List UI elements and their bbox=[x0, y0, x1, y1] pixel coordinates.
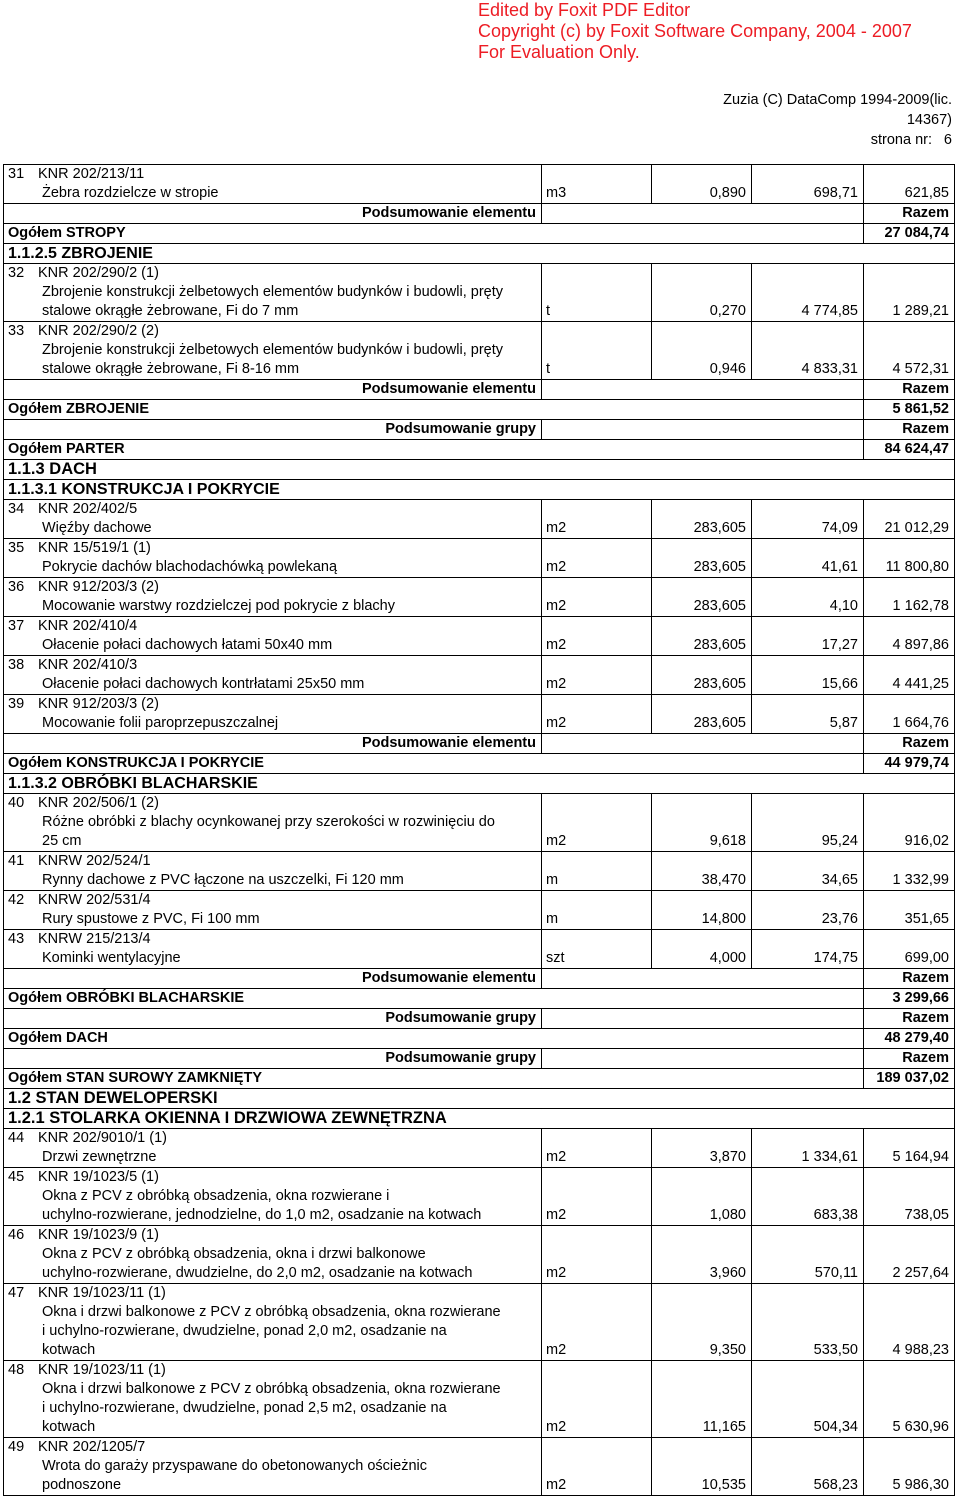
item-description-line: Ołacenie połaci dachowych kontrłatami 25x50 mm bbox=[42, 676, 365, 692]
total-row bbox=[4, 1029, 955, 1049]
item-code-line bbox=[8, 891, 536, 910]
summary-row bbox=[4, 1049, 955, 1069]
summary-label: Podsumowanie elementu bbox=[4, 969, 542, 989]
section-heading-row bbox=[4, 1109, 955, 1129]
item-description-line: Zbrojenie konstrukcji żelbetowych elementów budynków i budowli, pręty bbox=[42, 342, 504, 358]
item-number: 34 bbox=[8, 501, 25, 517]
summary-spacer bbox=[542, 1049, 864, 1069]
item-value: 1 289,21 bbox=[864, 264, 955, 322]
item-description-line: Rynny dachowe z PVC łączone na uszczelki, Fi 120 mm bbox=[42, 872, 404, 888]
summary-label: Podsumowanie grupy bbox=[4, 420, 542, 440]
item-description-line: i uchylno-rozwierane, dwudzielne, ponad 2,5 m2, osadzanie na bbox=[42, 1400, 447, 1416]
item-description-line: Różne obróbki z blachy ocynkowanej przy szerokości w rozwinięciu do bbox=[42, 814, 495, 830]
summary-spacer bbox=[542, 380, 864, 400]
table-row bbox=[4, 578, 955, 617]
table-row bbox=[4, 695, 955, 734]
item-code-line bbox=[8, 539, 536, 558]
item-unit: m2 bbox=[542, 539, 652, 578]
table-row bbox=[4, 322, 955, 380]
item-description-cell bbox=[4, 794, 542, 852]
item-unit-price: 1 334,61 bbox=[752, 1129, 864, 1168]
item-value: 11 800,80 bbox=[864, 539, 955, 578]
item-value: 1 162,78 bbox=[864, 578, 955, 617]
item-description-line: Zbrojenie konstrukcji żelbetowych elementów budynków i budowli, pręty bbox=[42, 284, 504, 300]
item-unit-price: 74,09 bbox=[752, 500, 864, 539]
item-description-line: Pokrycie dachów blachodachówką powlekaną bbox=[42, 559, 338, 575]
total-value: 189 037,02 bbox=[864, 1069, 955, 1089]
item-unit: m2 bbox=[542, 1438, 652, 1496]
item-quantity: 283,605 bbox=[652, 578, 752, 617]
item-number: 32 bbox=[8, 265, 25, 281]
item-description-line: Rury spustowe z PVC, Fi 100 mm bbox=[42, 911, 260, 927]
item-description-line: Mocowanie warstwy rozdzielczej pod pokrycie z blachy bbox=[42, 598, 395, 614]
item-unit: m2 bbox=[542, 1226, 652, 1284]
watermark-line: Copyright (c) by Foxit Software Company, 2004 - 2007 bbox=[478, 21, 912, 41]
item-code-line bbox=[8, 165, 536, 184]
item-number: 40 bbox=[8, 795, 25, 811]
item-code: KNRW 215/213/4 bbox=[38, 931, 151, 947]
item-number: 47 bbox=[8, 1285, 25, 1301]
item-number: 48 bbox=[8, 1362, 25, 1378]
item-quantity: 283,605 bbox=[652, 500, 752, 539]
item-unit: t bbox=[542, 322, 652, 380]
item-unit-price: 4,10 bbox=[752, 578, 864, 617]
total-label: Ogółem KONSTRUKCJA I POKRYCIE bbox=[4, 754, 864, 774]
item-unit-price: 698,71 bbox=[752, 165, 864, 204]
item-code: KNR 15/519/1 (1) bbox=[38, 540, 151, 556]
item-value: 1 664,76 bbox=[864, 695, 955, 734]
item-quantity: 283,605 bbox=[652, 695, 752, 734]
item-unit: m3 bbox=[542, 165, 652, 204]
total-row bbox=[4, 754, 955, 774]
item-description-line: Więźby dachowe bbox=[42, 520, 152, 536]
item-description-cell bbox=[4, 891, 542, 930]
table-row bbox=[4, 1129, 955, 1168]
item-description-line: Kominki wentylacyjne bbox=[42, 950, 181, 966]
item-unit: m2 bbox=[542, 578, 652, 617]
item-code: KNR 202/213/11 bbox=[38, 166, 145, 182]
item-code: KNR 202/506/1 (2) bbox=[38, 795, 159, 811]
summary-row bbox=[4, 420, 955, 440]
item-unit-price: 570,11 bbox=[752, 1226, 864, 1284]
item-description-cell bbox=[4, 1361, 542, 1438]
item-code-line bbox=[8, 617, 536, 636]
total-row bbox=[4, 1069, 955, 1089]
total-label: Ogółem STROPY bbox=[4, 224, 864, 244]
page-label: strona nr: bbox=[870, 132, 932, 148]
item-number: 43 bbox=[8, 931, 25, 947]
item-quantity: 4,000 bbox=[652, 930, 752, 969]
item-unit: m2 bbox=[542, 794, 652, 852]
total-label: Ogółem OBRÓBKI BLACHARSKIE bbox=[4, 989, 864, 1009]
item-unit: m bbox=[542, 891, 652, 930]
item-code: KNR 19/1023/11 (1) bbox=[38, 1285, 166, 1301]
item-quantity: 283,605 bbox=[652, 656, 752, 695]
watermark-line: Edited by Foxit PDF Editor bbox=[478, 0, 691, 20]
total-label: Ogółem DACH bbox=[4, 1029, 864, 1049]
summary-label: Podsumowanie elementu bbox=[4, 380, 542, 400]
item-code: KNR 912/203/3 (2) bbox=[38, 579, 159, 595]
item-unit-price: 568,23 bbox=[752, 1438, 864, 1496]
item-code: KNR 202/410/4 bbox=[38, 618, 138, 634]
item-unit: m2 bbox=[542, 617, 652, 656]
item-quantity: 10,535 bbox=[652, 1438, 752, 1496]
item-number: 45 bbox=[8, 1169, 25, 1185]
item-description-cell bbox=[4, 930, 542, 969]
table-row bbox=[4, 617, 955, 656]
item-value: 21 012,29 bbox=[864, 500, 955, 539]
item-description-cell bbox=[4, 165, 542, 204]
table-row bbox=[4, 891, 955, 930]
item-description-line: Wrota do garaży przyspawane do obetonowanych ościeżnic bbox=[42, 1458, 428, 1474]
item-quantity: 14,800 bbox=[652, 891, 752, 930]
item-number: 44 bbox=[8, 1130, 25, 1146]
item-quantity: 3,870 bbox=[652, 1129, 752, 1168]
summary-label: Podsumowanie grupy bbox=[4, 1009, 542, 1029]
item-value: 5 164,94 bbox=[864, 1129, 955, 1168]
total-label: Ogółem PARTER bbox=[4, 440, 864, 460]
item-unit-price: 504,34 bbox=[752, 1361, 864, 1438]
item-unit: m bbox=[542, 852, 652, 891]
item-unit: t bbox=[542, 264, 652, 322]
item-code-line bbox=[8, 1226, 536, 1245]
table-row bbox=[4, 1361, 955, 1438]
item-value: 621,85 bbox=[864, 165, 955, 204]
item-description-line: Okna i drzwi balkonowe z PCV z obróbką obsadzenia, okna rozwierane bbox=[42, 1304, 501, 1320]
summary-spacer bbox=[542, 969, 864, 989]
item-unit-price: 683,38 bbox=[752, 1168, 864, 1226]
item-unit-price: 34,65 bbox=[752, 852, 864, 891]
item-description-line: uchylno-rozwierane, dwudzielne, do 2,0 m2, osadzanie na kotwach bbox=[42, 1265, 473, 1281]
item-unit: m2 bbox=[542, 1129, 652, 1168]
item-unit-price: 41,61 bbox=[752, 539, 864, 578]
table-row bbox=[4, 264, 955, 322]
item-unit: m2 bbox=[542, 500, 652, 539]
item-code: KNRW 202/524/1 bbox=[38, 853, 151, 869]
total-value: 84 624,47 bbox=[864, 440, 955, 460]
section-heading: 1.1.3.2 OBRÓBKI BLACHARSKIE bbox=[4, 774, 955, 794]
table-row bbox=[4, 1284, 955, 1361]
item-code-line bbox=[8, 656, 536, 675]
item-number: 49 bbox=[8, 1439, 25, 1455]
license-line: 14367) bbox=[906, 112, 952, 128]
item-code: KNR 912/203/3 (2) bbox=[38, 696, 159, 712]
item-unit-price: 95,24 bbox=[752, 794, 864, 852]
summary-row bbox=[4, 1009, 955, 1029]
item-unit-price: 5,87 bbox=[752, 695, 864, 734]
item-unit-price: 17,27 bbox=[752, 617, 864, 656]
item-unit-price: 174,75 bbox=[752, 930, 864, 969]
item-value: 4 441,25 bbox=[864, 656, 955, 695]
table-row bbox=[4, 656, 955, 695]
item-code-line bbox=[8, 500, 536, 519]
item-quantity: 0,946 bbox=[652, 322, 752, 380]
item-description-line: Mocowanie folii paroprzepuszczalnej bbox=[42, 715, 279, 731]
item-quantity: 1,080 bbox=[652, 1168, 752, 1226]
item-description-line: Ołacenie połaci dachowych łatami 50x40 mm bbox=[42, 637, 333, 653]
section-heading-row bbox=[4, 774, 955, 794]
item-value: 738,05 bbox=[864, 1168, 955, 1226]
item-description-cell bbox=[4, 578, 542, 617]
summary-razem: Razem bbox=[864, 1009, 955, 1029]
total-value: 27 084,74 bbox=[864, 224, 955, 244]
item-description-cell bbox=[4, 1168, 542, 1226]
item-code-line bbox=[8, 1284, 536, 1303]
item-quantity: 283,605 bbox=[652, 539, 752, 578]
summary-row bbox=[4, 204, 955, 224]
item-value: 699,00 bbox=[864, 930, 955, 969]
item-description-cell bbox=[4, 656, 542, 695]
item-value: 4 988,23 bbox=[864, 1284, 955, 1361]
item-number: 46 bbox=[8, 1227, 25, 1243]
item-value: 916,02 bbox=[864, 794, 955, 852]
item-quantity: 9,350 bbox=[652, 1284, 752, 1361]
item-code-line bbox=[8, 264, 536, 283]
summary-row bbox=[4, 734, 955, 754]
item-description-line: i uchylno-rozwierane, dwudzielne, ponad 2,0 m2, osadzanie na bbox=[42, 1323, 447, 1339]
item-unit-price: 23,76 bbox=[752, 891, 864, 930]
item-quantity: 38,470 bbox=[652, 852, 752, 891]
section-heading-row bbox=[4, 1089, 955, 1109]
item-description-line: kotwach bbox=[42, 1342, 96, 1358]
license-line: Zuzia (C) DataComp 1994-2009(lic. bbox=[723, 92, 952, 108]
table-row bbox=[4, 852, 955, 891]
total-value: 44 979,74 bbox=[864, 754, 955, 774]
summary-razem: Razem bbox=[864, 734, 955, 754]
item-description-cell bbox=[4, 695, 542, 734]
total-row bbox=[4, 224, 955, 244]
item-code: KNR 202/9010/1 (1) bbox=[38, 1130, 167, 1146]
summary-razem: Razem bbox=[864, 420, 955, 440]
evaluation-watermark bbox=[478, 0, 912, 63]
summary-row bbox=[4, 380, 955, 400]
item-description-cell bbox=[4, 1129, 542, 1168]
item-unit-price: 15,66 bbox=[752, 656, 864, 695]
item-number: 33 bbox=[8, 323, 25, 339]
item-value: 4 572,31 bbox=[864, 322, 955, 380]
summary-label: Podsumowanie grupy bbox=[4, 1049, 542, 1069]
item-description-line: Okna i drzwi balkonowe z PCV z obróbką obsadzenia, okna rozwierane bbox=[42, 1381, 501, 1397]
item-quantity: 11,165 bbox=[652, 1361, 752, 1438]
item-unit: m2 bbox=[542, 695, 652, 734]
item-code-line bbox=[8, 1168, 536, 1187]
item-value: 351,65 bbox=[864, 891, 955, 930]
summary-label: Podsumowanie elementu bbox=[4, 734, 542, 754]
section-heading-row bbox=[4, 244, 955, 264]
item-code: KNR 202/1205/7 bbox=[38, 1439, 146, 1455]
item-quantity: 9,618 bbox=[652, 794, 752, 852]
item-unit: m2 bbox=[542, 656, 652, 695]
table-row bbox=[4, 1168, 955, 1226]
table-row bbox=[4, 930, 955, 969]
item-quantity: 0,270 bbox=[652, 264, 752, 322]
item-description-cell bbox=[4, 264, 542, 322]
item-code-line bbox=[8, 1438, 536, 1457]
section-heading: 1.2.1 STOLARKA OKIENNA I DRZWIOWA ZEWNĘTRZNA bbox=[4, 1109, 955, 1129]
summary-spacer bbox=[542, 734, 864, 754]
item-description-line: uchylno-rozwierane, jednodzielne, do 1,0 m2, osadzanie na kotwach bbox=[42, 1207, 482, 1223]
total-value: 48 279,40 bbox=[864, 1029, 955, 1049]
page-number-row bbox=[723, 130, 952, 150]
total-row bbox=[4, 400, 955, 420]
item-quantity: 3,960 bbox=[652, 1226, 752, 1284]
item-unit: m2 bbox=[542, 1168, 652, 1226]
item-value: 4 897,86 bbox=[864, 617, 955, 656]
item-code-line bbox=[8, 794, 536, 813]
section-heading: 1.2 STAN DEWELOPERSKI bbox=[4, 1089, 955, 1109]
item-code: KNR 202/402/5 bbox=[38, 501, 138, 517]
item-description-line: 25 cm bbox=[42, 833, 82, 849]
item-value: 1 332,99 bbox=[864, 852, 955, 891]
item-code: KNRW 202/531/4 bbox=[38, 892, 151, 908]
item-unit-price: 533,50 bbox=[752, 1284, 864, 1361]
summary-razem: Razem bbox=[864, 204, 955, 224]
summary-razem: Razem bbox=[864, 1049, 955, 1069]
item-code: KNR 202/290/2 (2) bbox=[38, 323, 159, 339]
item-code: KNR 202/410/3 bbox=[38, 657, 138, 673]
item-description-cell bbox=[4, 500, 542, 539]
item-unit: szt bbox=[542, 930, 652, 969]
summary-spacer bbox=[542, 204, 864, 224]
item-description-cell bbox=[4, 617, 542, 656]
item-description-line: Żebra rozdzielcze w stropie bbox=[42, 185, 219, 201]
total-label: Ogółem ZBROJENIE bbox=[4, 400, 864, 420]
item-number: 37 bbox=[8, 618, 25, 634]
item-unit-price: 4 774,85 bbox=[752, 264, 864, 322]
section-heading: 1.1.3 DACH bbox=[4, 460, 955, 480]
summary-spacer bbox=[542, 420, 864, 440]
summary-razem: Razem bbox=[864, 969, 955, 989]
item-number: 39 bbox=[8, 696, 25, 712]
item-description-cell bbox=[4, 852, 542, 891]
item-number: 42 bbox=[8, 892, 25, 908]
item-number: 36 bbox=[8, 579, 25, 595]
item-description-cell bbox=[4, 1284, 542, 1361]
item-number: 38 bbox=[8, 657, 25, 673]
item-unit: m2 bbox=[542, 1284, 652, 1361]
item-description-cell bbox=[4, 322, 542, 380]
section-heading-row bbox=[4, 460, 955, 480]
item-unit: m2 bbox=[542, 1361, 652, 1438]
page-header bbox=[723, 90, 952, 150]
item-number: 41 bbox=[8, 853, 25, 869]
watermark-line: For Evaluation Only. bbox=[478, 42, 640, 62]
item-description-line: kotwach bbox=[42, 1419, 96, 1435]
item-description-line: stalowe okrągłe żebrowane, Fi do 7 mm bbox=[42, 303, 299, 319]
page-number: 6 bbox=[943, 132, 952, 148]
table-row bbox=[4, 500, 955, 539]
item-code-line bbox=[8, 322, 536, 341]
item-number: 31 bbox=[8, 166, 25, 182]
item-code-line bbox=[8, 930, 536, 949]
item-quantity: 283,605 bbox=[652, 617, 752, 656]
item-description-line: Drzwi zewnętrzne bbox=[42, 1149, 157, 1165]
item-code: KNR 19/1023/11 (1) bbox=[38, 1362, 166, 1378]
total-value: 5 861,52 bbox=[864, 400, 955, 420]
section-heading: 1.1.3.1 KONSTRUKCJA I POKRYCIE bbox=[4, 480, 955, 500]
total-row bbox=[4, 440, 955, 460]
table-row bbox=[4, 1226, 955, 1284]
summary-spacer bbox=[542, 1009, 864, 1029]
total-label: Ogółem STAN SUROWY ZAMKNIĘTY bbox=[4, 1069, 864, 1089]
item-code-line bbox=[8, 1129, 536, 1148]
item-code: KNR 19/1023/5 (1) bbox=[38, 1169, 159, 1185]
summary-razem: Razem bbox=[864, 380, 955, 400]
item-value: 2 257,64 bbox=[864, 1226, 955, 1284]
item-value: 5 630,96 bbox=[864, 1361, 955, 1438]
item-description-line: podnoszone bbox=[42, 1477, 122, 1493]
estimate-table bbox=[3, 164, 955, 1496]
item-description-cell bbox=[4, 1226, 542, 1284]
item-description-line: Okna z PCV z obróbką obsadzenia, okna i drzwi balkonowe bbox=[42, 1246, 426, 1262]
item-description-line: Okna z PCV z obróbką obsadzenia, okna rozwierane i bbox=[42, 1188, 390, 1204]
item-code-line bbox=[8, 1361, 536, 1380]
item-description-line: stalowe okrągłe żebrowane, Fi 8-16 mm bbox=[42, 361, 300, 377]
item-code: KNR 19/1023/9 (1) bbox=[38, 1227, 159, 1243]
summary-row bbox=[4, 969, 955, 989]
item-quantity: 0,890 bbox=[652, 165, 752, 204]
item-description-cell bbox=[4, 1438, 542, 1496]
item-number: 35 bbox=[8, 540, 25, 556]
table-row bbox=[4, 165, 955, 204]
item-code: KNR 202/290/2 (1) bbox=[38, 265, 159, 281]
table-row bbox=[4, 794, 955, 852]
table-row bbox=[4, 539, 955, 578]
section-heading-row bbox=[4, 480, 955, 500]
item-unit-price: 4 833,31 bbox=[752, 322, 864, 380]
item-code-line bbox=[8, 852, 536, 871]
table-row bbox=[4, 1438, 955, 1496]
item-description-cell bbox=[4, 539, 542, 578]
item-code-line bbox=[8, 695, 536, 714]
item-code-line bbox=[8, 578, 536, 597]
summary-label: Podsumowanie elementu bbox=[4, 204, 542, 224]
section-heading: 1.1.2.5 ZBROJENIE bbox=[4, 244, 955, 264]
total-value: 3 299,66 bbox=[864, 989, 955, 1009]
item-value: 5 986,30 bbox=[864, 1438, 955, 1496]
total-row bbox=[4, 989, 955, 1009]
